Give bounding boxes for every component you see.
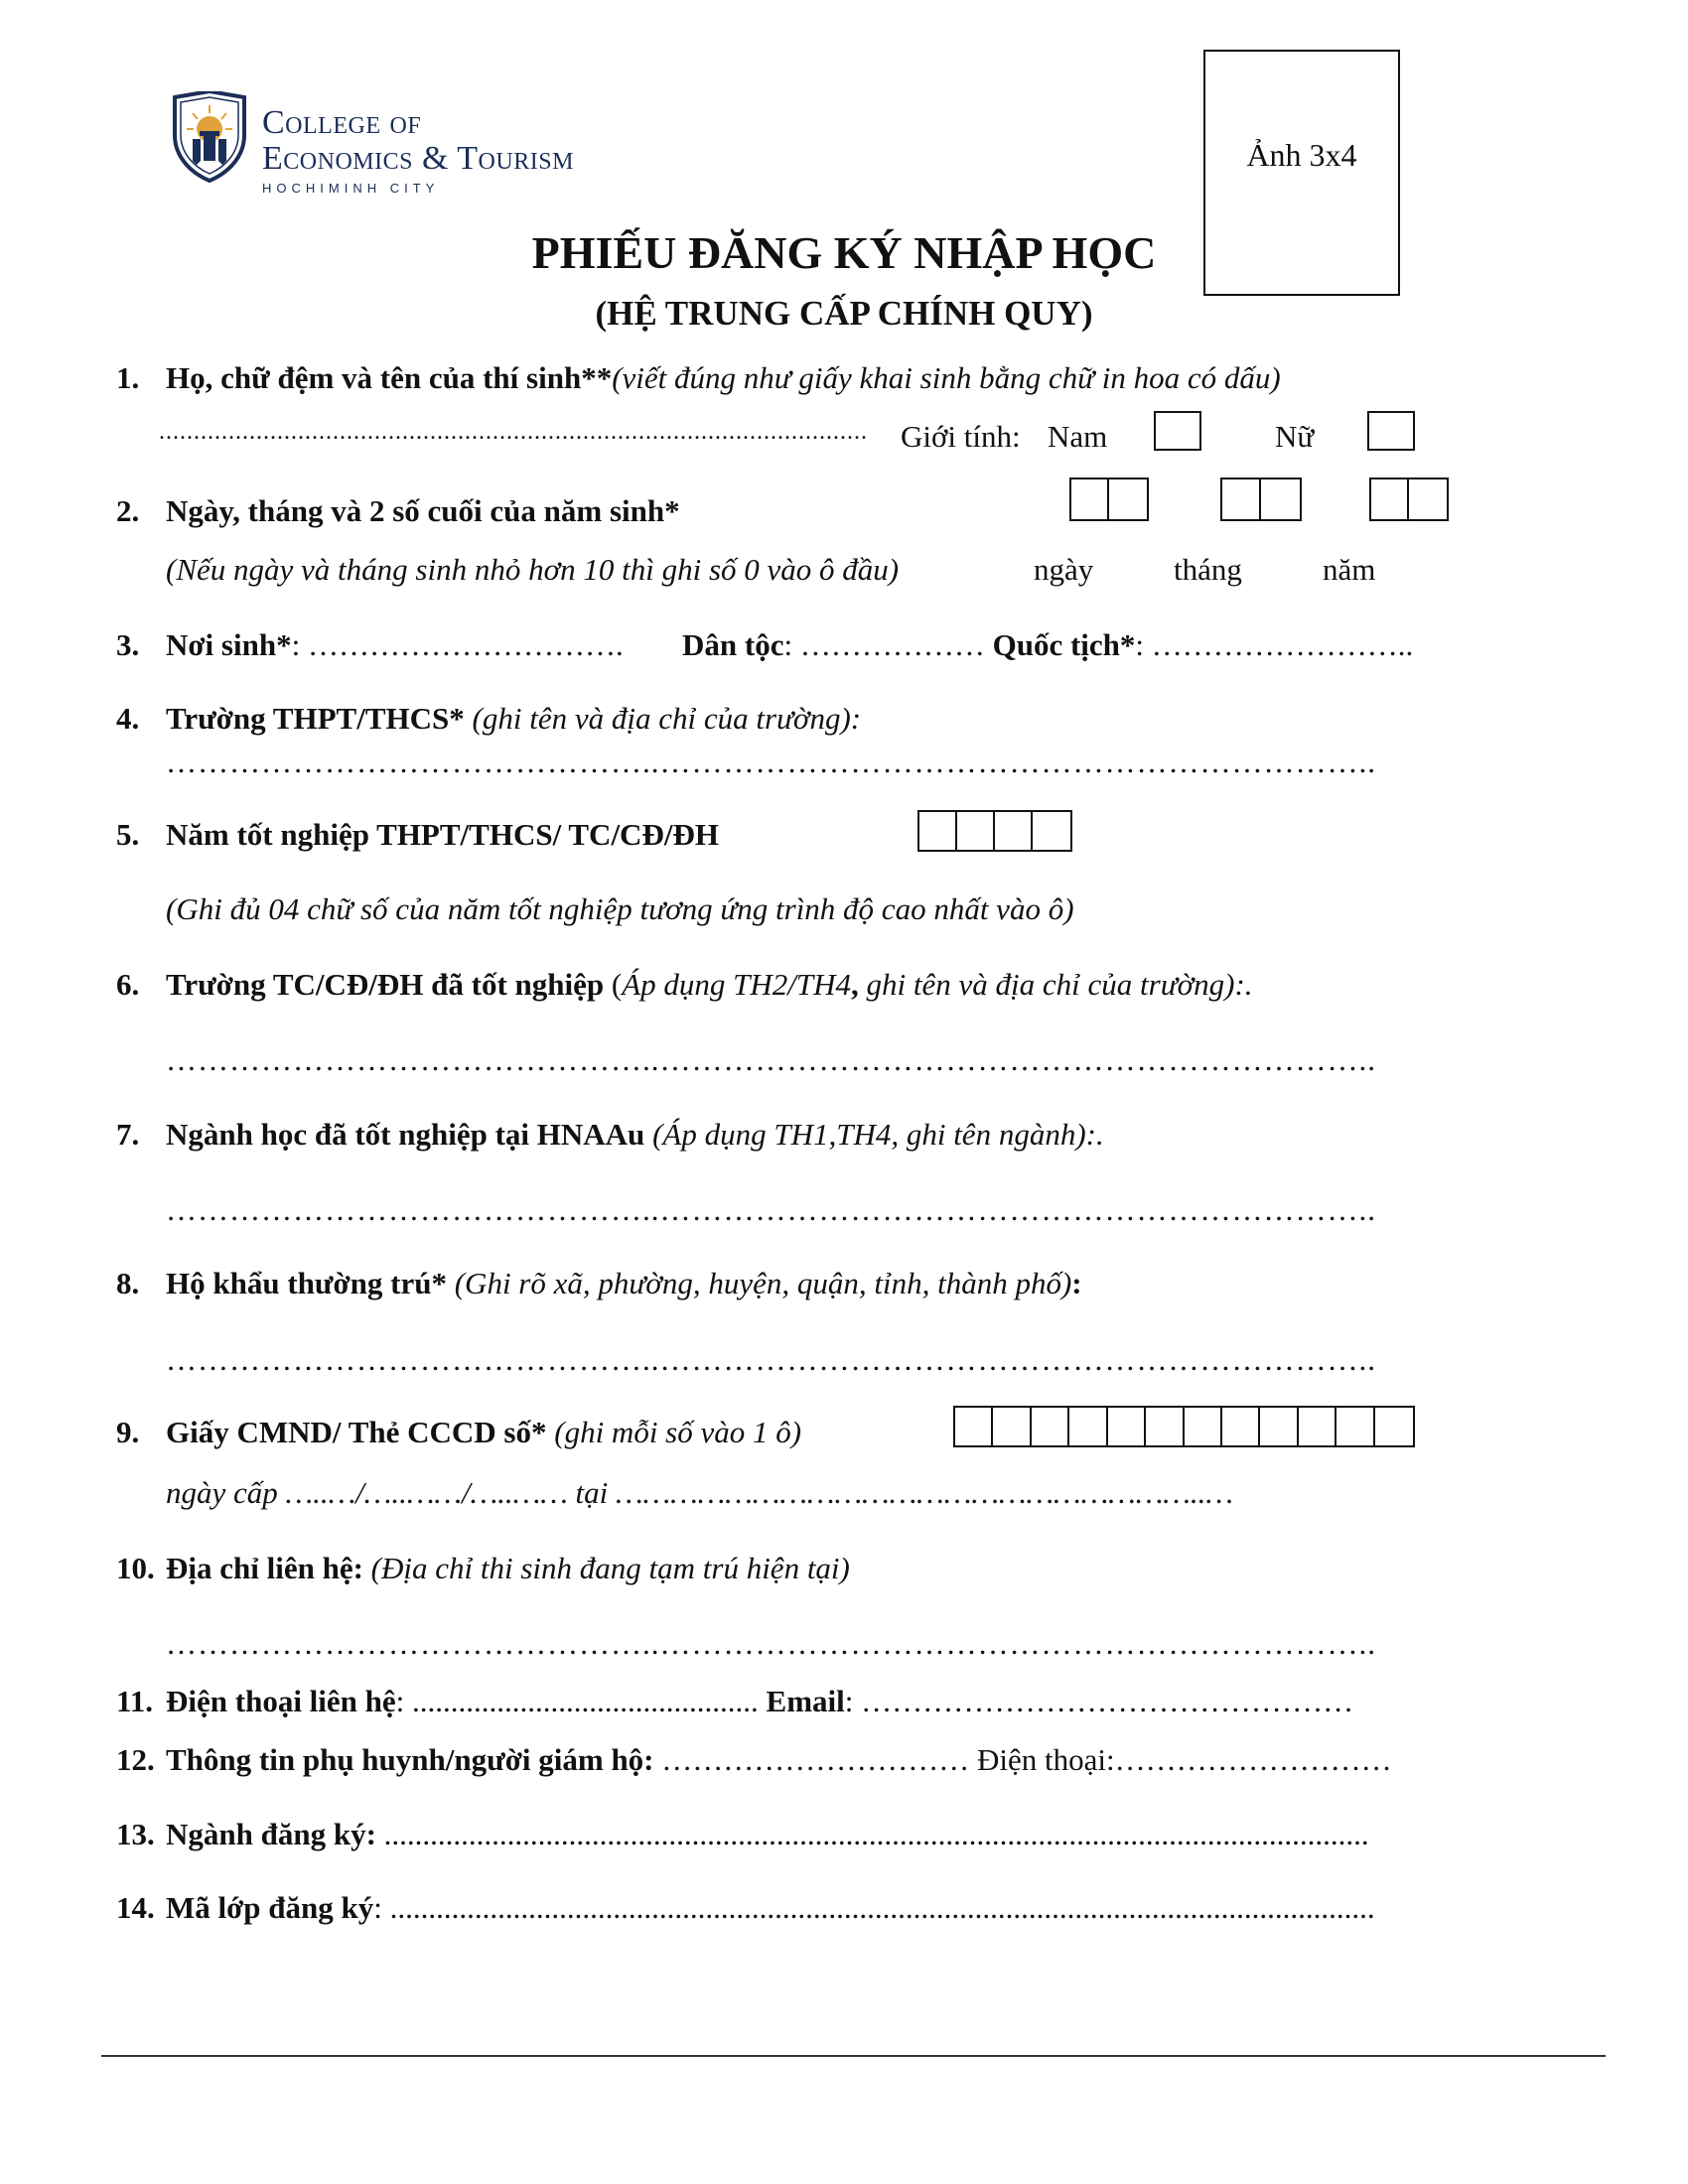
logo-text-line1: College of bbox=[262, 104, 422, 141]
item-8-row bbox=[166, 1266, 1082, 1301]
item-1-label: Họ, chữ đệm và tên của thí sinh** bbox=[166, 360, 613, 395]
item-3-number: 3. bbox=[116, 627, 140, 662]
birth-day-boxes[interactable] bbox=[1069, 478, 1149, 521]
form-title: PHIẾU ĐĂNG KÝ NHẬP HỌC bbox=[531, 227, 1157, 278]
contact-address-field[interactable]: ………………………………………..………………………………………………………….. bbox=[166, 1626, 1376, 1661]
birth-month-boxes[interactable] bbox=[1220, 478, 1302, 521]
photo-label: Ảnh 3x4 bbox=[1246, 137, 1357, 173]
phone-label: Điện thoại liên hệ bbox=[166, 1684, 396, 1718]
graduated-major-field[interactable]: ………………………………………..………………………………………………………….. bbox=[166, 1192, 1376, 1227]
item-5-hint: (Ghi đủ 04 chữ số của năm tốt nghiệp tương ứng trình độ cao nhất vào ô) bbox=[166, 891, 1074, 926]
ethnic-field[interactable]: : ……………… bbox=[783, 627, 993, 662]
permanent-address-field[interactable]: ………………………………………..………………………………………………………….. bbox=[166, 1342, 1376, 1377]
item-2-label: Ngày, tháng và 2 số cuối của năm sinh* bbox=[166, 493, 680, 528]
item-1-number: 1. bbox=[116, 360, 140, 395]
item-4-label: Trường THPT/THCS* bbox=[166, 701, 465, 736]
item-9-hint: (ghi mỗi số vào 1 ô) bbox=[546, 1415, 802, 1449]
item-8-number: 8. bbox=[116, 1266, 140, 1300]
nationality-label: Quốc tịch* bbox=[992, 627, 1136, 662]
footer-divider bbox=[101, 2055, 1606, 2057]
guardian-label: Thông tin phụ huynh/người giám hộ: bbox=[166, 1742, 654, 1777]
shield-emblem-icon bbox=[171, 91, 248, 183]
gender-male-label: Nam bbox=[1048, 419, 1108, 454]
guardian-field[interactable]: ………………………… Điện thoại:……………………… bbox=[653, 1742, 1392, 1777]
ethnic-label: Dân tộc bbox=[682, 627, 784, 662]
item-11-row bbox=[166, 1684, 1353, 1719]
class-code-label: Mã lớp đăng ký bbox=[166, 1890, 374, 1925]
item-2-number: 2. bbox=[116, 493, 140, 528]
item-1-row bbox=[166, 360, 1281, 396]
gender-male-checkbox[interactable] bbox=[1154, 411, 1201, 451]
item-8-label: Hộ khẩu thường trú* bbox=[166, 1266, 447, 1300]
item-6-label: Trường TC/CĐ/ĐH đã tốt nghiệp bbox=[166, 967, 605, 1002]
birth-day-label: ngày bbox=[1034, 552, 1094, 587]
item-12-number: 12. bbox=[116, 1742, 155, 1777]
logo-text-city: HOCHIMINH CITY bbox=[262, 181, 440, 196]
item-7-row bbox=[166, 1117, 1104, 1153]
id-number-boxes[interactable] bbox=[953, 1406, 1415, 1447]
birth-year-label: năm bbox=[1323, 552, 1376, 587]
birthplace-label: Nơi sinh* bbox=[166, 627, 292, 662]
gender-label: Giới tính: bbox=[901, 419, 1021, 454]
item-10-number: 10. bbox=[116, 1551, 155, 1585]
birth-year-boxes[interactable] bbox=[1369, 478, 1449, 521]
item-5-label: Năm tốt nghiệp THPT/THCS/ TC/CĐ/ĐH bbox=[166, 817, 719, 852]
item-10-label: Địa chỉ liên hệ: bbox=[166, 1551, 363, 1585]
form-subtitle: (HỆ TRUNG CẤP CHÍNH QUY) bbox=[595, 294, 1093, 333]
item-6-number: 6. bbox=[116, 967, 140, 1002]
item-12-row bbox=[166, 1742, 1392, 1778]
major-field[interactable]: ................................................................................................................................ bbox=[375, 1817, 1369, 1851]
item-13-number: 13. bbox=[116, 1817, 155, 1851]
item-14-row bbox=[166, 1890, 1437, 1926]
birthplace-field[interactable]: : …………………………. bbox=[291, 627, 624, 662]
major-label: Ngành đăng ký: bbox=[166, 1817, 376, 1851]
item-10-row bbox=[166, 1551, 850, 1586]
item-13-row bbox=[166, 1817, 1437, 1852]
graduated-school-field[interactable]: ………………………………………..………………………………………………………….. bbox=[166, 1042, 1376, 1077]
item-14-number: 14. bbox=[116, 1890, 155, 1925]
item-6-hint-part1: Áp dụng TH2/TH4 bbox=[622, 967, 852, 1002]
item-6-hint-part2: ghi tên và địa chỉ của trường):. bbox=[858, 967, 1253, 1002]
item-11-number: 11. bbox=[116, 1684, 154, 1718]
item-4-number: 4. bbox=[116, 701, 140, 736]
item-8-hint: (Ghi rõ xã, phường, huyện, quận, tỉnh, thành phố) bbox=[446, 1266, 1072, 1300]
id-issue-date-place-field[interactable]: ngày cấp …..…/…..……/…..…… tại ………………………………………………………..… bbox=[166, 1475, 1233, 1510]
item-6-row bbox=[166, 967, 1253, 1003]
logo-text-line2: Economics & Tourism bbox=[262, 140, 574, 177]
item-9-number: 9. bbox=[116, 1415, 140, 1449]
college-logo bbox=[171, 91, 608, 203]
nationality-field[interactable]: : …………………….. bbox=[1135, 627, 1414, 662]
gender-female-checkbox[interactable] bbox=[1367, 411, 1415, 451]
email-field[interactable]: : ………………………………………… bbox=[844, 1684, 1354, 1718]
item-7-label: Ngành học đã tốt nghiệp tại HNAAu bbox=[166, 1117, 645, 1152]
item-6-comma: , bbox=[851, 967, 859, 1002]
class-code-field[interactable]: : ................................................................................................................................ bbox=[373, 1890, 1375, 1925]
item-9-row bbox=[166, 1415, 801, 1450]
item-6-open-paren: ( bbox=[604, 967, 623, 1002]
item-7-hint: (Áp dụng TH1,TH4, ghi tên ngành):. bbox=[644, 1117, 1104, 1152]
graduation-year-boxes[interactable] bbox=[917, 810, 1072, 852]
item-3-row bbox=[166, 627, 624, 663]
phone-field[interactable]: : ............................................. bbox=[395, 1684, 767, 1718]
email-label: Email bbox=[766, 1684, 845, 1718]
item-2-hint: (Nếu ngày và tháng sinh nhỏ hơn 10 thì ghi số 0 vào ô đầu) bbox=[166, 552, 900, 587]
item-7-number: 7. bbox=[116, 1117, 140, 1152]
item-8-colon: : bbox=[1071, 1266, 1082, 1300]
item-3-ethnic bbox=[682, 627, 1413, 663]
gender-female-label: Nữ bbox=[1275, 419, 1315, 454]
item-4-row bbox=[166, 701, 861, 737]
full-name-field[interactable]: ...................................................................................................... bbox=[159, 419, 868, 445]
item-10-hint: (Địa chỉ thi sinh đang tạm trú hiện tại) bbox=[362, 1551, 850, 1585]
high-school-field[interactable]: ………………………………………..………………………………………………………….. bbox=[166, 745, 1376, 779]
item-1-hint: (viết đúng như giấy khai sinh bằng chữ in hoa có dấu) bbox=[612, 360, 1281, 395]
item-4-hint: (ghi tên và địa chỉ của trường): bbox=[464, 701, 862, 736]
birth-month-label: tháng bbox=[1174, 552, 1242, 587]
item-5-number: 5. bbox=[116, 817, 140, 852]
item-9-label: Giấy CMND/ Thẻ CCCD số* bbox=[166, 1415, 547, 1449]
